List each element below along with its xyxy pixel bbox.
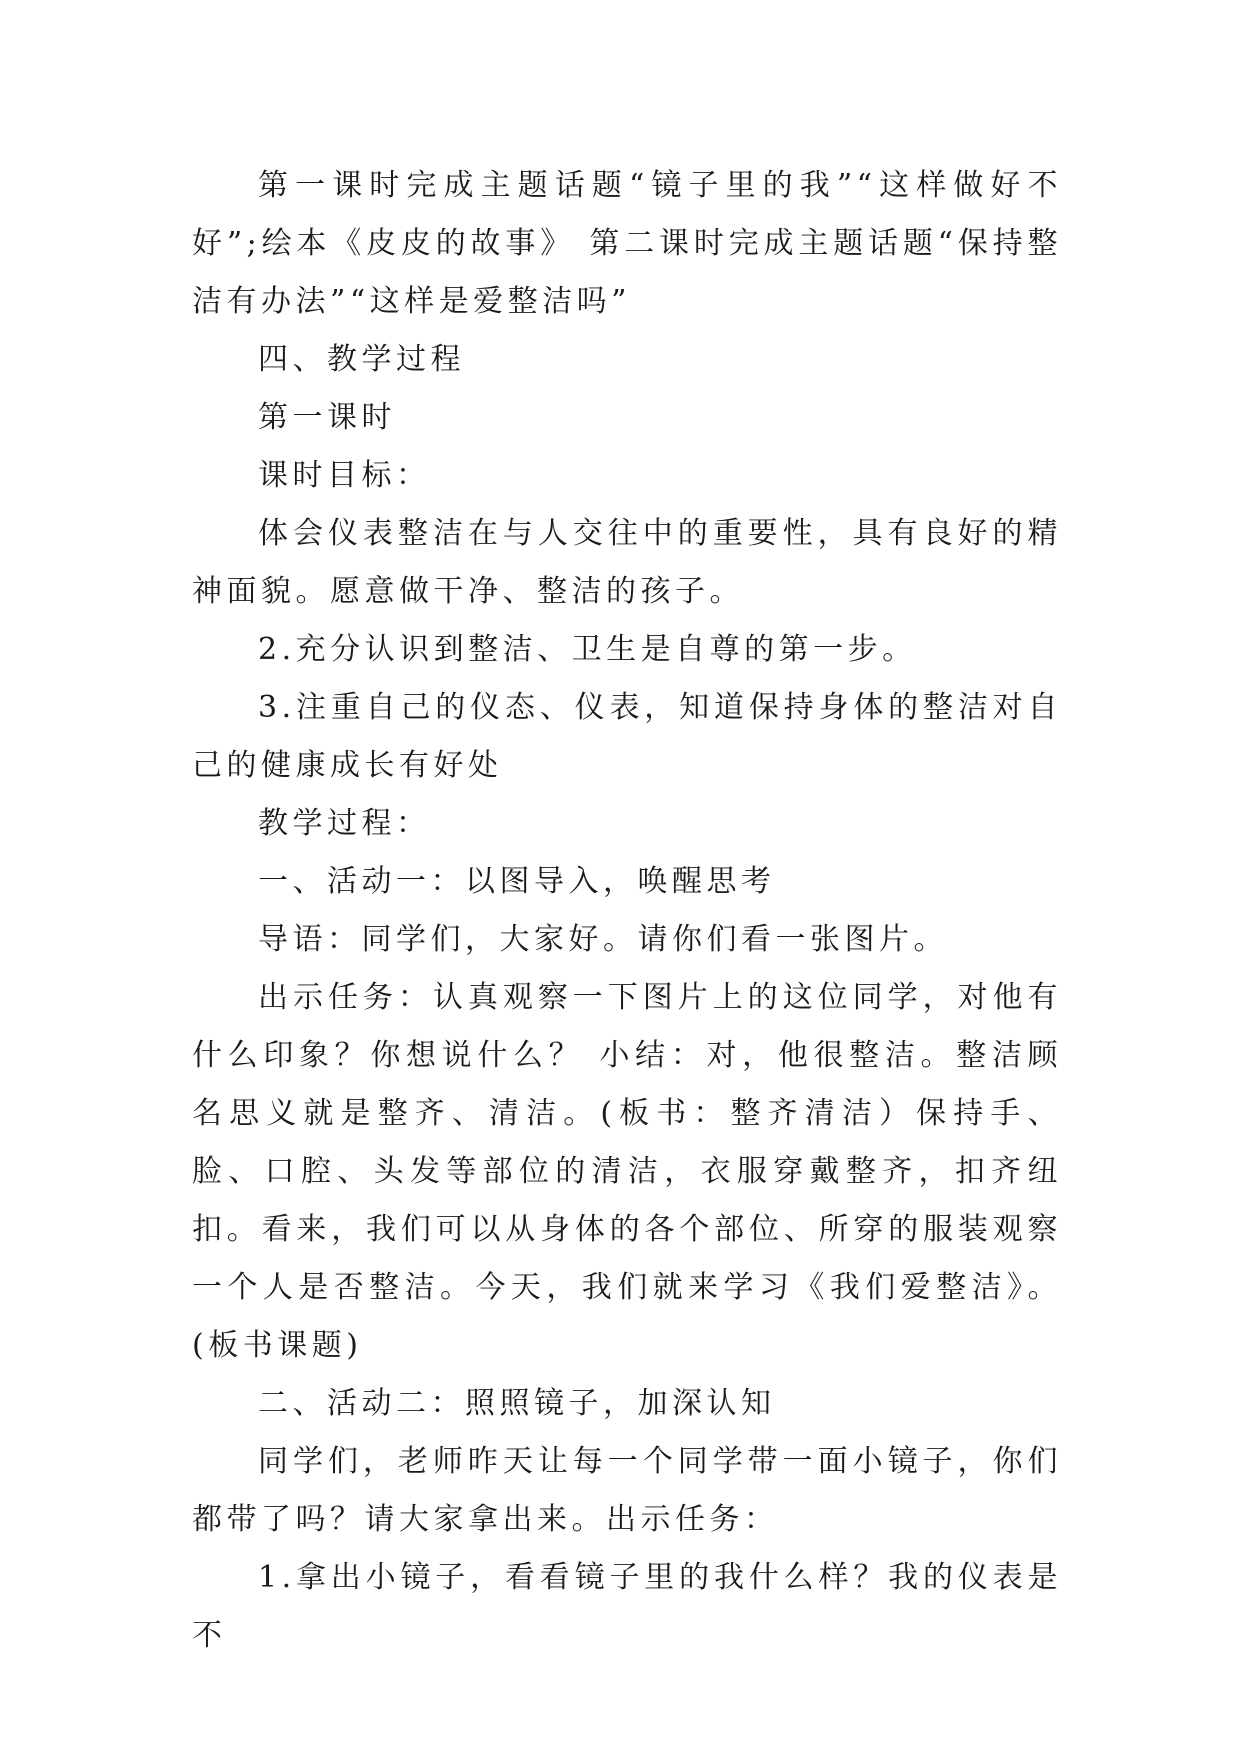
paragraph-lesson-plan-summary: 第一课时完成主题话题“镜子里的我”“这样做好不好”;绘本《皮皮的故事》 第二课时完成主题话题“保持整洁有办法”“这样是爱整洁吗” <box>192 168 1062 319</box>
paragraph-goal-1: 体会仪表整洁在与人交往中的重要性，具有良好的精神面貌。愿意做干净、整洁的孩子。 <box>192 516 1062 609</box>
paragraph-mirror-task: 同学们，老师昨天让每一个同学带一面小镜子，你们都带了吗？请大家拿出来。出示任务： <box>192 1444 1062 1537</box>
paragraph-goal-2: 2.充分认识到整洁、卫生是自尊的第一步。 <box>258 632 917 667</box>
heading-activity-2: 二、活动二：照照镜子，加深认知 <box>258 1386 776 1421</box>
document-body <box>192 157 1062 1665</box>
paragraph-mirror-step-1: 1.拿出小镜子，看看镜子里的我什么样？我的仪表是不 <box>192 1560 1062 1653</box>
paragraph-intro: 导语：同学们，大家好。请你们看一张图片。 <box>258 922 948 957</box>
paragraph-goal-3: 3.注重自己的仪态、仪表，知道保持身体的整洁对自己的健康成长有好处 <box>192 690 1062 783</box>
paragraph-task-summary: 出示任务：认真观察一下图片上的这位同学，对他有什么印象？你想说什么？ 小结：对，他很整洁。整洁顾名思义就是整齐、清洁。(板书：整齐清洁）保持手、脸、口腔、头发等部位的清洁，衣服穿戴整齐，扣齐纽扣。看来，我们可以从身体的各个部位、所穿的服装观察一个人是否整洁。今天，我们就来学习《我们爱整洁》。(板书课题) <box>192 980 1062 1363</box>
heading-activity-1: 一、活动一：以图导入，唤醒思考 <box>258 864 776 899</box>
heading-lesson-goals: 课时目标： <box>258 458 431 493</box>
heading-first-lesson: 第一课时 <box>258 400 396 435</box>
heading-teaching-process: 四、教学过程 <box>258 342 465 377</box>
heading-process: 教学过程： <box>258 806 431 841</box>
